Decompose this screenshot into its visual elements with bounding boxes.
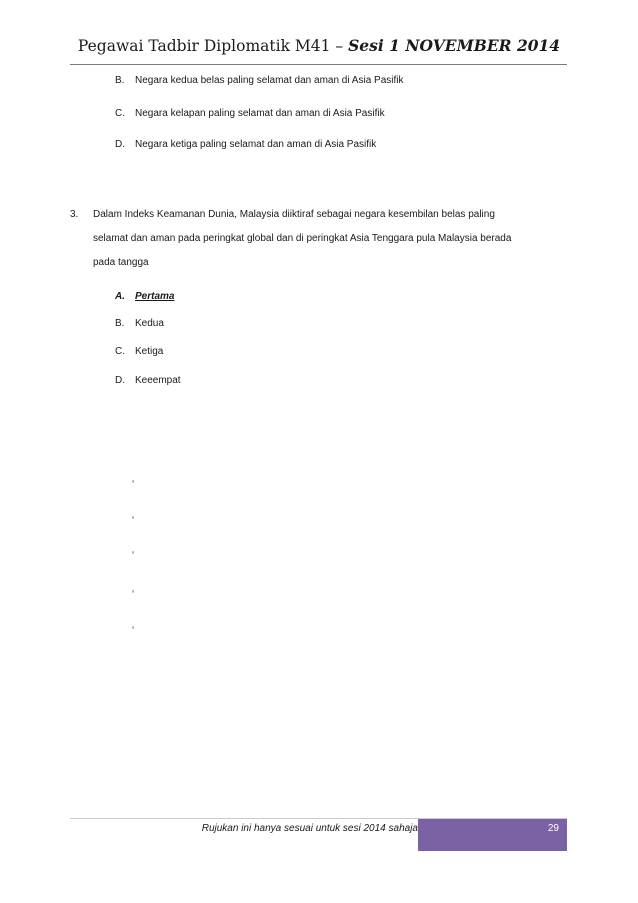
option-letter: B. (115, 318, 125, 329)
option-text: Keeempat (135, 375, 181, 386)
option-letter: C. (115, 346, 125, 357)
footer-note: Rujukan ini hanya sesuai untuk sesi 2014 sahaja (201, 823, 418, 834)
question-number: 3. (70, 209, 79, 220)
stray-mark: ‘ (132, 550, 135, 561)
page-number: 29 (547, 823, 559, 834)
question-text-line-3: pada tangga (93, 257, 149, 268)
question-text-line-1: Dalam Indeks Keamanan Dunia, Malaysia diiktiraf sebagai negara kesembilan belas paling (93, 209, 495, 220)
option-letter: A. (115, 291, 125, 302)
option-text: Negara ketiga paling selamat dan aman di Asia Pasifik (135, 139, 377, 150)
question-text-line-2: selamat dan aman pada peringkat global dan di peringkat Asia Tenggara pula Malaysia berada (93, 233, 512, 244)
page-number-box (418, 819, 567, 851)
option-letter: D. (115, 375, 125, 386)
option-text: Ketiga (135, 346, 164, 357)
stray-mark: ‘ (132, 479, 135, 490)
option-text: Kedua (135, 318, 164, 329)
option-text: Pertama (135, 291, 175, 302)
header-title-plain: Pegawai Tadbir Diplomatik M41 – (77, 37, 349, 55)
option-letter: C. (115, 108, 125, 119)
stray-mark: ‘ (132, 589, 135, 600)
stray-mark: ‘ (132, 625, 135, 636)
option-text: Negara kedua belas paling selamat dan aman di Asia Pasifik (135, 75, 404, 86)
header-divider (70, 64, 567, 65)
option-letter: D. (115, 139, 125, 150)
stray-mark: ‘ (132, 515, 135, 526)
option-letter: B. (115, 75, 125, 86)
page-header (0, 36, 638, 55)
option-text: Negara kelapan paling selamat dan aman di Asia Pasifik (135, 108, 385, 119)
header-title-session: Sesi 1 NOVEMBER 2014 (348, 36, 561, 55)
